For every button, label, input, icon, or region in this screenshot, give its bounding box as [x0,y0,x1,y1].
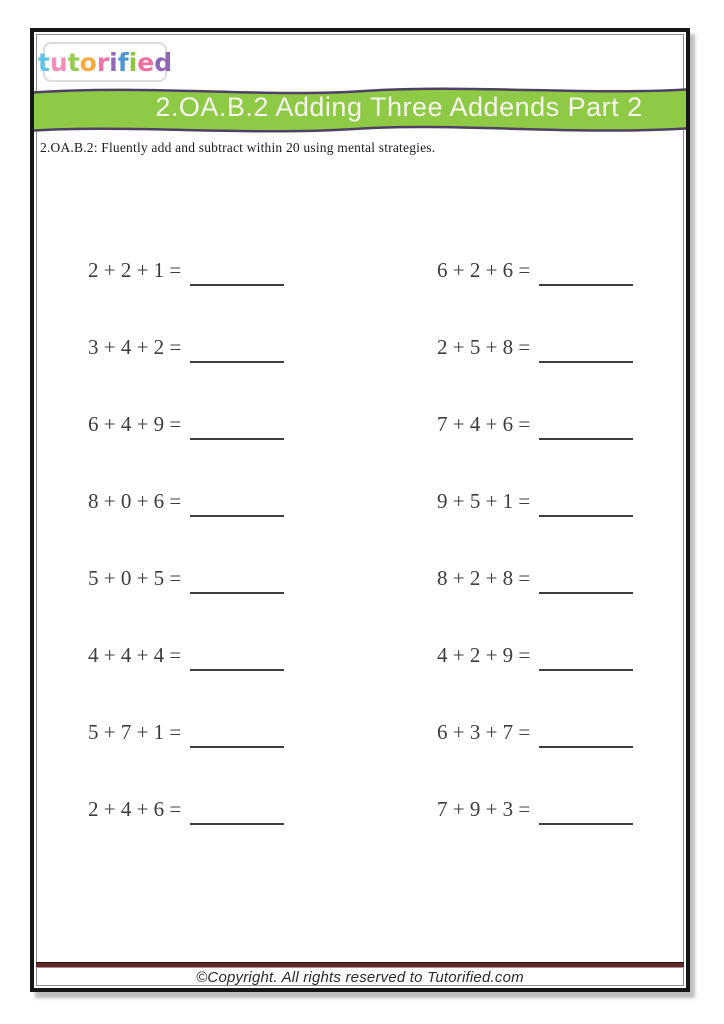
problem-expression: 6 + 4 + 9 = [88,412,182,436]
problem-row [88,771,437,848]
logo-letter: i [128,47,138,77]
logo-letter: e [137,47,155,77]
answer-blank [190,424,284,440]
problem-expression: 7 + 4 + 6 = [437,412,531,436]
problem-row [88,309,437,386]
logo-letter: i [109,47,118,77]
answer-blank [539,501,633,517]
problem-row [437,617,666,694]
problem-row [437,232,666,309]
problem-row [437,540,666,617]
answer-blank [190,732,284,748]
logo-letter: u [49,47,68,77]
problem-row [437,463,666,540]
problems-grid [88,232,666,848]
problem-expression: 8 + 2 + 8 = [437,566,531,590]
answer-blank [190,501,284,517]
worksheet-title: 2.OA.B.2 Adding Three Addends Part 2 [155,92,643,122]
problem-row [88,463,437,540]
problem-row [88,694,437,771]
answer-blank [539,424,633,440]
logo-letter: r [96,47,110,77]
answer-blank [539,732,633,748]
answer-blank [190,270,284,286]
problem-expression: 3 + 4 + 2 = [88,335,182,359]
logo-letter: t [37,47,50,77]
answer-blank [190,655,284,671]
problem-expression: 7 + 9 + 3 = [437,797,531,821]
problem-row [437,386,666,463]
answer-blank [539,270,633,286]
problem-expression: 6 + 3 + 7 = [437,720,531,744]
problem-row [88,232,437,309]
problem-expression: 5 + 7 + 1 = [88,720,182,744]
problem-row [437,694,666,771]
logo-letter: f [117,47,129,77]
page-frame [30,28,690,992]
problem-row [88,540,437,617]
answer-blank [539,809,633,825]
standard-description: 2.OA.B.2: Fluently add and subtract within 20 using mental strategies. [40,140,436,155]
problem-expression: 2 + 4 + 6 = [88,797,182,821]
footer-divider-rule [36,962,684,968]
problem-expression: 2 + 5 + 8 = [437,335,531,359]
problem-expression: 5 + 0 + 5 = [88,566,182,590]
problem-expression: 2 + 2 + 1 = [88,258,182,282]
problem-row [88,617,437,694]
answer-blank [539,578,633,594]
answer-blank [190,578,284,594]
problem-expression: 6 + 2 + 6 = [437,258,531,282]
problem-expression: 8 + 0 + 6 = [88,489,182,513]
copyright-text: ©Copyright. All rights reserved to Tutorified.com [196,969,524,986]
problem-expression: 4 + 4 + 4 = [88,643,182,667]
problem-row [437,309,666,386]
problem-expression: 4 + 2 + 9 = [437,643,531,667]
logo-letter: o [79,47,97,77]
logo-letter: d [154,47,173,77]
answer-blank [190,347,284,363]
answer-blank [190,809,284,825]
logo-letter: t [67,47,80,77]
problem-expression: 9 + 5 + 1 = [437,489,531,513]
tutorified-logo [37,42,173,82]
problem-row [437,771,666,848]
problem-row [88,386,437,463]
answer-blank [539,655,633,671]
answer-blank [539,347,633,363]
title-banner [34,80,686,140]
